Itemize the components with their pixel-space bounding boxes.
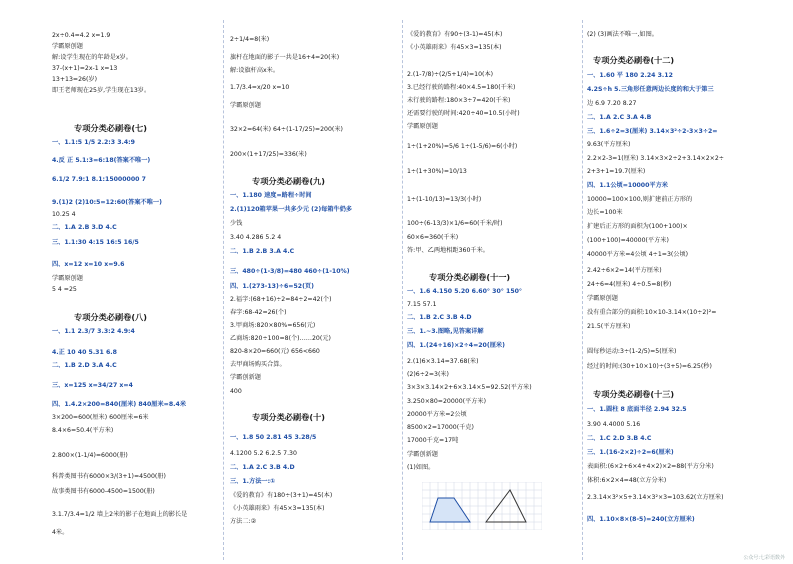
answer-line: 4.2S÷h 5.三角形任意两边长度的和大于第三 (587, 86, 714, 93)
answer-line: 学霸原创题 (52, 43, 83, 50)
answer-line: 二、1.B 2.B 3.A 4.C (230, 248, 295, 255)
answer-line: 200×(1+17/25)=336(米) (230, 151, 307, 158)
answer-line: 3×3×3.14×2+6×3.14×5=92.52(平方米) (407, 384, 532, 391)
section-heading: 专项分类必刷卷(八) (74, 312, 147, 322)
answer-line: 9.63(平方厘米) (587, 141, 631, 148)
answer-line: 二、1.C 2.D 3.B 4.C (587, 435, 652, 442)
answer-line: (1)如图。 (407, 464, 435, 471)
answer-line: 四、1.(24+16)×2÷4=20(厘米) (407, 342, 505, 349)
column-4 (585, 0, 790, 564)
answer-line: 一、1.60 平 180 2.24 3.12 (587, 72, 673, 79)
answer-line: 即王老师现在25岁,学生现在13岁。 (52, 87, 151, 94)
answer-line: 3.90 4.4000 5.16 (587, 421, 641, 428)
answer-line: 三、1.~3.图略,见答案详解 (407, 328, 484, 335)
answer-line: 一、1.1 2.3/7 3.3:2 4.9:4 (52, 328, 135, 335)
answer-line: 37-(x+1)=2x-1 x=13 (52, 65, 118, 72)
answer-line: 学霸原创题 (230, 102, 261, 109)
answer-line: 旗杆在地面的影子一共是16+4=20(米) (230, 54, 340, 61)
answer-line: 三、1.1:30 4:15 16:5 16/5 (52, 239, 139, 246)
answer-line: 4米。 (52, 529, 69, 536)
answer-line: 2÷1/4=8(米) (230, 36, 270, 43)
section-heading: 专项分类必刷卷(十二) (593, 55, 675, 65)
answer-line: 9.(1)2 (2)10:5=12:60(答案不唯一) (52, 199, 162, 206)
answer-line: 二、1.A 2.C 3.B 4.D (230, 464, 295, 471)
answer-line: 24÷6=4(厘米) 4÷0.5=8(秒) (587, 281, 672, 288)
section-heading: 专项分类必刷卷(九) (252, 176, 325, 186)
answer-line: 学霸创新题 (407, 451, 438, 458)
answer-line: 13+13=26(岁) (52, 76, 98, 83)
answer-line: 四、1.10×8×(8-5)=240(立方厘米) (587, 516, 695, 523)
answer-line: 三、1.方法一:① (230, 478, 276, 485)
answer-line: 3×200=600(厘米) 600厘米=6米 (52, 414, 149, 421)
answer-line: 2.(1)120箱苹果一共多少元 (2)每箱牛奶多 (230, 206, 353, 213)
answer-line: 2+3+1=19.7(厘米) (587, 168, 646, 175)
answer-line: 2.2×2-3=1(厘米) 3.14×3×2÷2+3.14×2×2÷ (587, 155, 724, 162)
answer-line: 2.3.14×3²×5+3.14×3²×3=103.62(立方厘米) (587, 494, 724, 501)
answer-line: 3.40 4.286 5.2 4 (230, 234, 282, 241)
answer-line: 《小英雄雨来》有45×3=135(本) (407, 44, 502, 51)
answer-line: 3.250×80=20000(平方米) (407, 398, 487, 405)
answer-line: 一、1.圆柱 8 底面半径 2.94 32.5 (587, 406, 687, 413)
section-heading: 专项分类必刷卷(七) (74, 123, 147, 133)
answer-line: 三、1.(16-2×2)÷2=6(厘米) (587, 449, 674, 456)
answer-line: 解:设旗杆高x米。 (230, 67, 280, 74)
answer-line: 科普类图书有6000×3/(3+1)=4500(册) (52, 473, 166, 480)
answer-line: 32×2=64(米) 64÷(1-17/25)=200(米) (230, 126, 343, 133)
answer-line: 未行驶的路程:180×3÷7=420(千米) (407, 97, 511, 104)
answer-line: 2x÷0.4=4.2 x=1.9 (52, 32, 111, 39)
answer-line: 春字:68-42=26(个) (230, 309, 287, 316)
answer-line: 四、1.(273-13)÷6=52(页) (230, 283, 314, 290)
answer-line: 三、x=125 x=34/27 x=4 (52, 382, 133, 389)
answer-line: 《小英雄雨来》有45×3=135(本) (230, 505, 325, 512)
answer-line: 方法二:② (230, 518, 257, 525)
answer-line: 二、1.B 2.D 3.A 4.C (52, 362, 117, 369)
answer-line: 解:设学生现在的年龄是x岁。 (52, 54, 132, 61)
answer-line: 故事类图书有6000-4500=1500(册) (52, 488, 155, 495)
answer-line: 4.反 正 5.1:3=6:18(答案不唯一) (52, 157, 151, 164)
answer-line: 4.正 10 40 5.31 6.8 (52, 349, 117, 356)
answer-line: 四、1.4.2×200=840(厘米) 840厘米=8.4米 (52, 401, 187, 408)
answer-line: 二、1.A 2.B 3.D 4.C (52, 224, 117, 231)
answer-line: 2.福字:(68+16)÷2=84÷2=42(个) (230, 296, 332, 303)
answer-line: (100+100)=40000(平方米) (587, 237, 669, 244)
answer-line: 学霸创新题 (230, 374, 261, 381)
answer-line: 60×6=360(千米) (407, 234, 459, 241)
answer-line: 1÷(1+30%)=10/13 (407, 168, 467, 175)
answer-line: 2.42÷6×2=14(平方厘米) (587, 267, 662, 274)
column-divider (582, 20, 583, 560)
answer-line: 2.800×(1-1/4)=6000(册) (52, 452, 128, 459)
watermark: 公众号:七彩语数外 (743, 555, 785, 561)
answer-line: 一、1.8 50 2.81 45 3.28/5 (230, 434, 317, 441)
answer-line: 7.15 57.1 (407, 301, 437, 308)
answer-line: 四、1.1公顷=10000平方米 (587, 182, 668, 189)
answer-line: 20000平方米=2公顷 (407, 411, 467, 418)
answer-line: 400 (230, 388, 242, 395)
answer-line: 还需要行驶的时间:420÷40=10.5(小时) (407, 110, 520, 117)
answer-line: 6.1/2 7.9:1 8.1:15000000 7 (52, 176, 146, 183)
answer-line: 扩建后正方形的面积为(100+100)× (587, 223, 688, 230)
answer-line: 4.1200 5.2 6.2.5 7.30 (230, 450, 297, 457)
column-2 (228, 0, 400, 564)
section-heading: 专项分类必刷卷(十一) (429, 272, 511, 282)
answer-line: (2)6÷2=3(米) (407, 371, 449, 378)
answer-line: 8500×2=17000(千克) (407, 424, 474, 431)
answer-line: 没有重合部分的面积:10×10-3.14×(10÷2)²= (587, 309, 717, 316)
answer-line: 2.(1)6×3.14=37.68(米) (407, 358, 479, 365)
answer-line: 学霸原创题 (587, 295, 618, 302)
answer-line: 一、1.1:5 1/5 2.2:3 3.4:9 (52, 139, 135, 146)
answer-line: 《爱的教育》有90÷(3-1)=45(本) (407, 31, 503, 38)
answer-line: 表面积:(6×2+6×4+4×2)×2=88(平方分米) (587, 463, 714, 470)
column-divider (402, 20, 403, 560)
answer-line: 圆每秒运动:3÷(1-2/5)=5(厘米) (587, 348, 677, 355)
answer-line: 一、1.6 4.150 5.20 6.60° 30° 150° (407, 288, 523, 295)
answer-line: 经过的时间:(30+10×10)÷(3+5)=6.25(秒) (587, 363, 712, 370)
answer-line: 1.7/3.4=x/20 x=10 (230, 84, 290, 91)
column-1 (50, 0, 220, 564)
answer-line: 3.1.7/3.4=1/2 墙上2米的影子在地面上的影长是 (52, 511, 188, 518)
section-heading: 专项分类必刷卷(十三) (593, 389, 675, 399)
answer-line: 去甲商场购买合算。 (230, 361, 286, 368)
answer-line: 5 4 =25 (52, 286, 77, 293)
column-divider (223, 20, 224, 560)
answer-line: 8.4×6=50.4(平方米) (52, 427, 114, 434)
answer-line: 1÷(1+20%)=5/6 1÷(1-5/6)=6(小时) (407, 143, 518, 150)
answer-line: 四、x=12 x=10 x=9.6 (52, 261, 125, 268)
answer-line: 乙商场:820÷100=8(个)……20(元) (230, 335, 331, 342)
answer-line: 10.25 4 (52, 211, 76, 218)
answer-line: 3.已经行驶的路程:40×4.5=180(千米) (407, 84, 516, 91)
answer-line: 40000平方米=4公顷 4÷1=3(公顷) (587, 251, 689, 258)
answer-line: 答:甲、乙两地相距360千米。 (407, 247, 489, 254)
answer-line: 学霸原创题 (52, 275, 83, 282)
answer-line: 《爱的教育》有180÷(3+1)=45(本) (230, 492, 333, 499)
answer-line: 三、1.6÷2=3(厘米) 3.14×3²÷2-3×3÷2= (587, 128, 718, 135)
answer-line: 三、480÷(1-3/8)=480 460÷(1-10%) (230, 268, 350, 275)
answer-line: 二、1.B 2.C 3.B 4.D (407, 314, 472, 321)
answer-line: 100÷(6-13/3)×1/6=60(千米/时) (407, 220, 503, 227)
answer-line: (2) (3)画法不唯一,如图。 (587, 31, 658, 38)
answer-line: 10000=100×100,则扩建前正方形的 (587, 196, 693, 203)
answer-line: 21.5(平方厘米) (587, 323, 631, 330)
answer-line: 2.(1-7/8)÷(2/5+1/4)=10(本) (407, 71, 494, 78)
answer-line: 体积:6×2×4=48(立方分米) (587, 477, 667, 484)
answer-line: 一、1.180 速度=路程÷时间 (230, 192, 312, 199)
answer-line: 820-8×20=660(元) 656<660 (230, 348, 320, 355)
column-3 (405, 0, 581, 564)
geometry-figure (422, 482, 542, 530)
answer-line: 二、1.A 2.C 3.A 4.B (587, 114, 652, 121)
answer-line: 3.甲商场:820×80%=656(元) (230, 322, 316, 329)
answer-line: 学霸原创题 (407, 123, 438, 130)
answer-line: 少钱 (230, 220, 243, 227)
answer-line: 17000千克=17吨 (407, 437, 459, 444)
answer-line: 边长=100米 (587, 209, 623, 216)
answer-line: 边 6.9 7.20 8.27 (587, 100, 637, 107)
section-heading: 专项分类必刷卷(十) (252, 412, 325, 422)
answer-line: 1÷(1-10/13)=13/3(小时) (407, 196, 482, 203)
